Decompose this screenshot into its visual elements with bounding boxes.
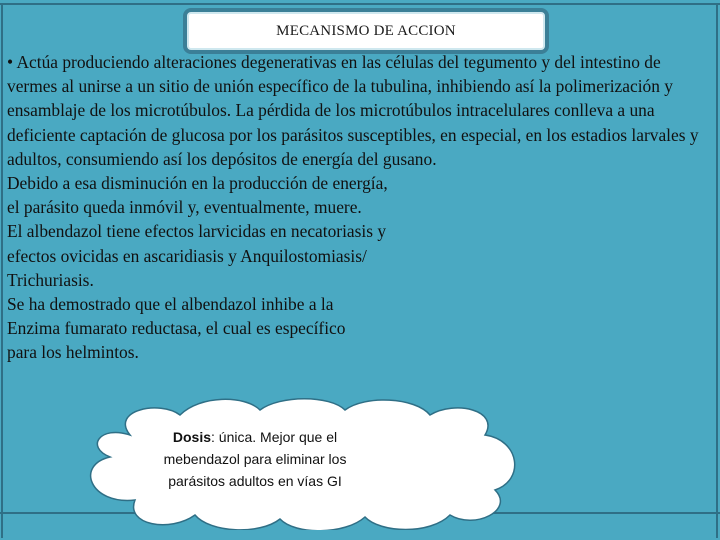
paragraph-enzyme-3: para los helmintos. [7,342,139,363]
body-text [7,50,713,365]
paragraph-energy-1: Debido a esa disminución en la producción de energía, [7,173,388,194]
paragraph-larvicidal-2: efectos ovicidas en ascaridiasis y Anquilostomiasis/ [7,245,367,266]
paragraph-larvicidal-3: Trichuriasis. [7,269,94,290]
paragraph-energy-2: el parásito queda inmóvil y, eventualmente, muere. [7,197,362,218]
slide-title: MECANISMO DE ACCION [276,22,456,39]
title-box [183,8,549,54]
paragraph-enzyme-1: Se ha demostrado que el albendazol inhibe a la [7,294,334,315]
dosage-text: : única. Mejor que el mebendazol para eliminar los parásitos adultos en vías GI [163,429,347,489]
dosage-label: Dosis [172,429,212,445]
paragraph-mechanism: • Actúa produciendo alteraciones degenerativas en las células del tegumento y del intestino de vermes al unirse a un sitio de unión específico de la tubulina, inhibiendo así la polimerización y ensamblaje de los microtúbulos. La pérdida de los microtúbulos intracelulares conlleva a una deficiente captación de glucosa por los parásitos susceptibles, en especial, en los estadios larvales y adultos, consumiendo así los depósitos de energía del gusano. [7,52,699,169]
paragraph-larvicidal-1: El albendazol tiene efectos larvicidas en necatoriasis y [7,221,387,242]
frame-left-line [1,3,3,538]
frame-top-line [0,3,720,5]
paragraph-enzyme-2: Enzima fumarato reductasa, el cual es específico [7,318,346,339]
frame-right-line [716,3,718,538]
dosage-note [140,426,370,492]
